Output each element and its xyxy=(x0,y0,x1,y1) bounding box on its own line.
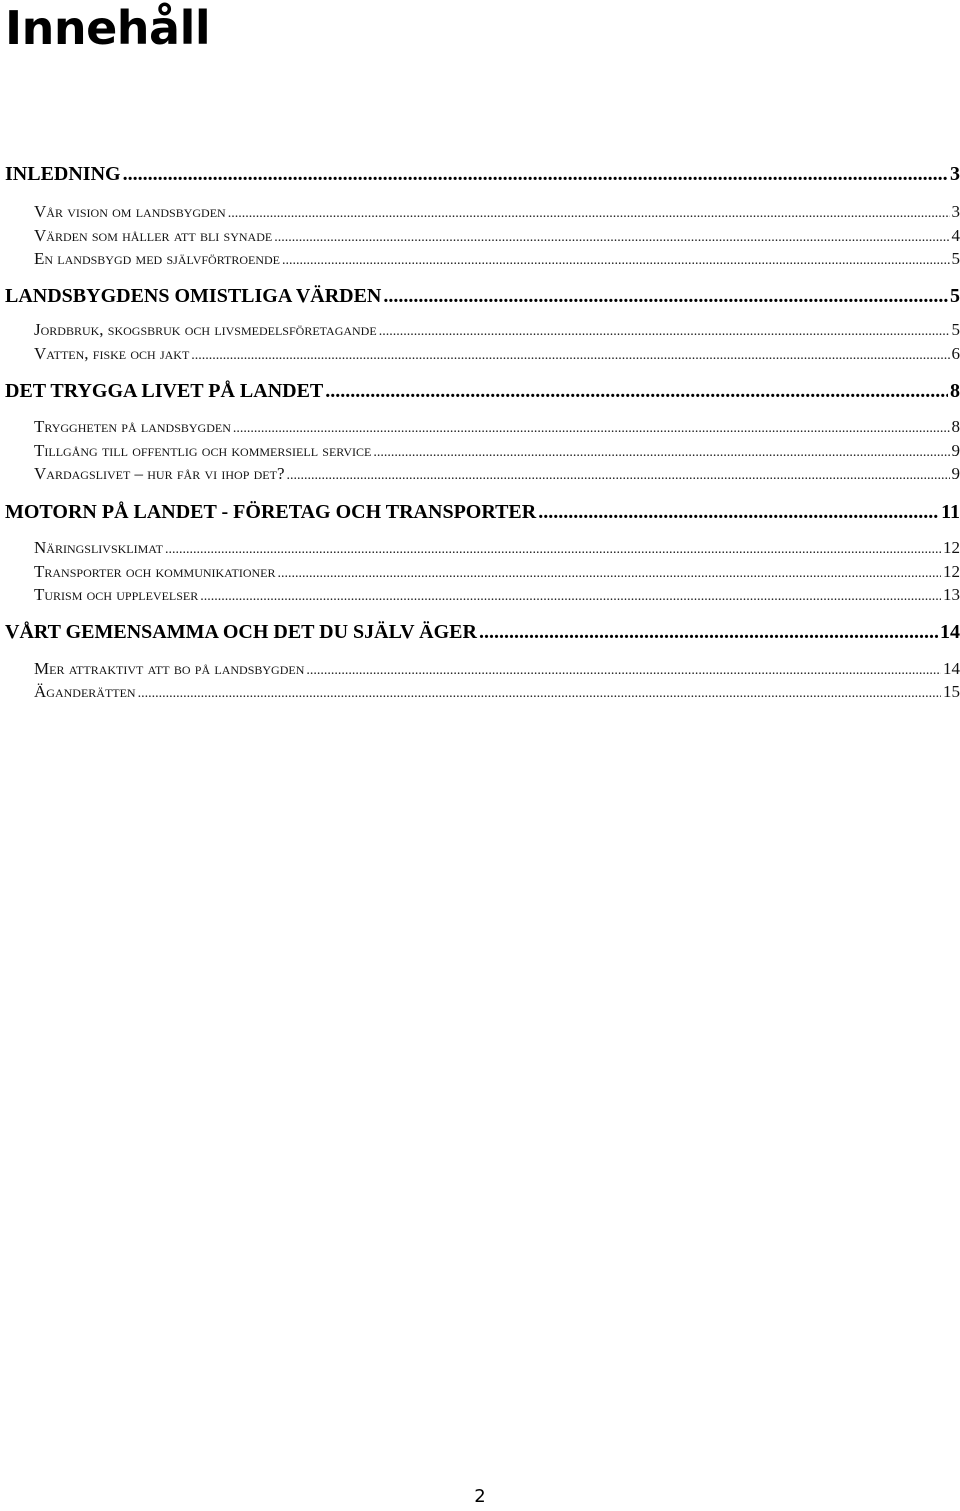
toc-section-entry[interactable] xyxy=(34,441,960,461)
toc-entry-label: Mer attraktivt att bo på landsbygden xyxy=(34,659,305,678)
toc-dot-leader xyxy=(233,419,950,439)
toc-dot-leader xyxy=(200,587,941,607)
toc-dot-leader xyxy=(138,684,941,704)
toc-section-entry[interactable] xyxy=(34,320,960,340)
toc-entry-page-number: 9 xyxy=(951,441,960,460)
toc-entry-label: En landsbygd med självförtroende xyxy=(34,249,280,268)
toc-entry-label: Värden som håller att bli synade xyxy=(34,226,273,245)
toc-chapter-entry[interactable] xyxy=(5,284,960,308)
toc-section-entry[interactable] xyxy=(34,659,960,679)
toc-entry-label: Jordbruk, skogsbruk och livsmedelsföretagande xyxy=(34,320,377,339)
toc-dot-leader xyxy=(479,620,938,644)
toc-chapter-entry[interactable] xyxy=(5,162,960,186)
toc-dot-leader xyxy=(191,346,949,366)
toc-chapter-entry[interactable] xyxy=(5,379,960,403)
toc-entry-label: Vardagslivet – hur får vi ihop det? xyxy=(34,464,285,483)
toc-section-entry[interactable] xyxy=(34,249,960,269)
toc-dot-leader xyxy=(282,251,950,271)
page-title: Innehåll xyxy=(5,1,211,55)
toc-entry-page-number: 8 xyxy=(950,380,960,402)
toc-entry-label: Tillgång till offentlig och kommersiell service xyxy=(34,441,372,460)
toc-entry-page-number: 9 xyxy=(951,464,960,483)
toc-entry-label: Vår vision om landsbygden xyxy=(34,202,226,221)
toc-chapter-entry[interactable] xyxy=(5,500,960,524)
toc-section-entry[interactable] xyxy=(34,202,960,222)
toc-section-entry[interactable] xyxy=(34,585,960,605)
toc-entry-label: VÅRT GEMENSAMMA OCH DET DU SJÄLV ÄGER xyxy=(5,621,477,643)
toc-dot-leader xyxy=(123,162,948,186)
toc-dot-leader xyxy=(278,564,941,584)
toc-section-entry[interactable] xyxy=(34,538,960,558)
toc-entry-label: INLEDNING xyxy=(5,163,121,185)
toc-dot-leader xyxy=(379,322,950,342)
toc-entry-page-number: 11 xyxy=(941,501,960,523)
toc-entry-page-number: 5 xyxy=(951,249,960,268)
toc-entry-label: Vatten, fiske och jakt xyxy=(34,344,190,363)
toc-dot-leader xyxy=(274,228,949,248)
toc-entry-label: Turism och upplevelser xyxy=(34,585,199,604)
toc-section-entry[interactable] xyxy=(34,226,960,246)
toc-dot-leader xyxy=(287,466,950,486)
toc-entry-label: Tryggheten på landsbygden xyxy=(34,417,231,436)
toc-entry-label: DET TRYGGA LIVET PÅ LANDET xyxy=(5,380,324,402)
toc-dot-leader xyxy=(165,540,941,560)
toc-section-entry[interactable] xyxy=(34,417,960,437)
footer-page-number: 2 xyxy=(474,1486,486,1507)
toc-dot-leader xyxy=(325,379,948,403)
toc-entry-page-number: 3 xyxy=(951,202,960,221)
toc-dot-leader xyxy=(383,284,948,308)
toc-section-entry[interactable] xyxy=(34,464,960,484)
toc-chapter-entry[interactable] xyxy=(5,620,960,644)
toc-dot-leader xyxy=(306,661,941,681)
toc-entry-page-number: 3 xyxy=(950,163,960,185)
toc-entry-label: Transporter och kommunikationer xyxy=(34,562,276,581)
toc-entry-page-number: 4 xyxy=(951,226,960,245)
toc-entry-label: Näringslivsklimat xyxy=(34,538,163,557)
toc-section-entry[interactable] xyxy=(34,682,960,702)
toc-entry-page-number: 12 xyxy=(943,562,960,581)
toc-section-entry[interactable] xyxy=(34,344,960,364)
toc-entry-page-number: 5 xyxy=(951,320,960,339)
toc-entry-label: MOTORN PÅ LANDET - FÖRETAG OCH TRANSPORTER xyxy=(5,501,537,523)
toc-entry-page-number: 5 xyxy=(950,285,960,307)
toc-entry-page-number: 12 xyxy=(943,538,960,557)
toc-entry-page-number: 15 xyxy=(943,682,960,701)
toc-dot-leader xyxy=(228,204,950,224)
toc-entry-page-number: 14 xyxy=(940,621,960,643)
toc-entry-page-number: 6 xyxy=(951,344,960,363)
toc-entry-label: LANDSBYGDENS OMISTLIGA VÄRDEN xyxy=(5,285,382,307)
toc-entry-label: Äganderätten xyxy=(34,682,136,701)
toc-entry-page-number: 14 xyxy=(943,659,960,678)
toc-section-entry[interactable] xyxy=(34,562,960,582)
toc-entry-page-number: 8 xyxy=(951,417,960,436)
toc-dot-leader xyxy=(373,443,949,463)
toc-entry-page-number: 13 xyxy=(943,585,960,604)
toc-dot-leader xyxy=(538,500,939,524)
